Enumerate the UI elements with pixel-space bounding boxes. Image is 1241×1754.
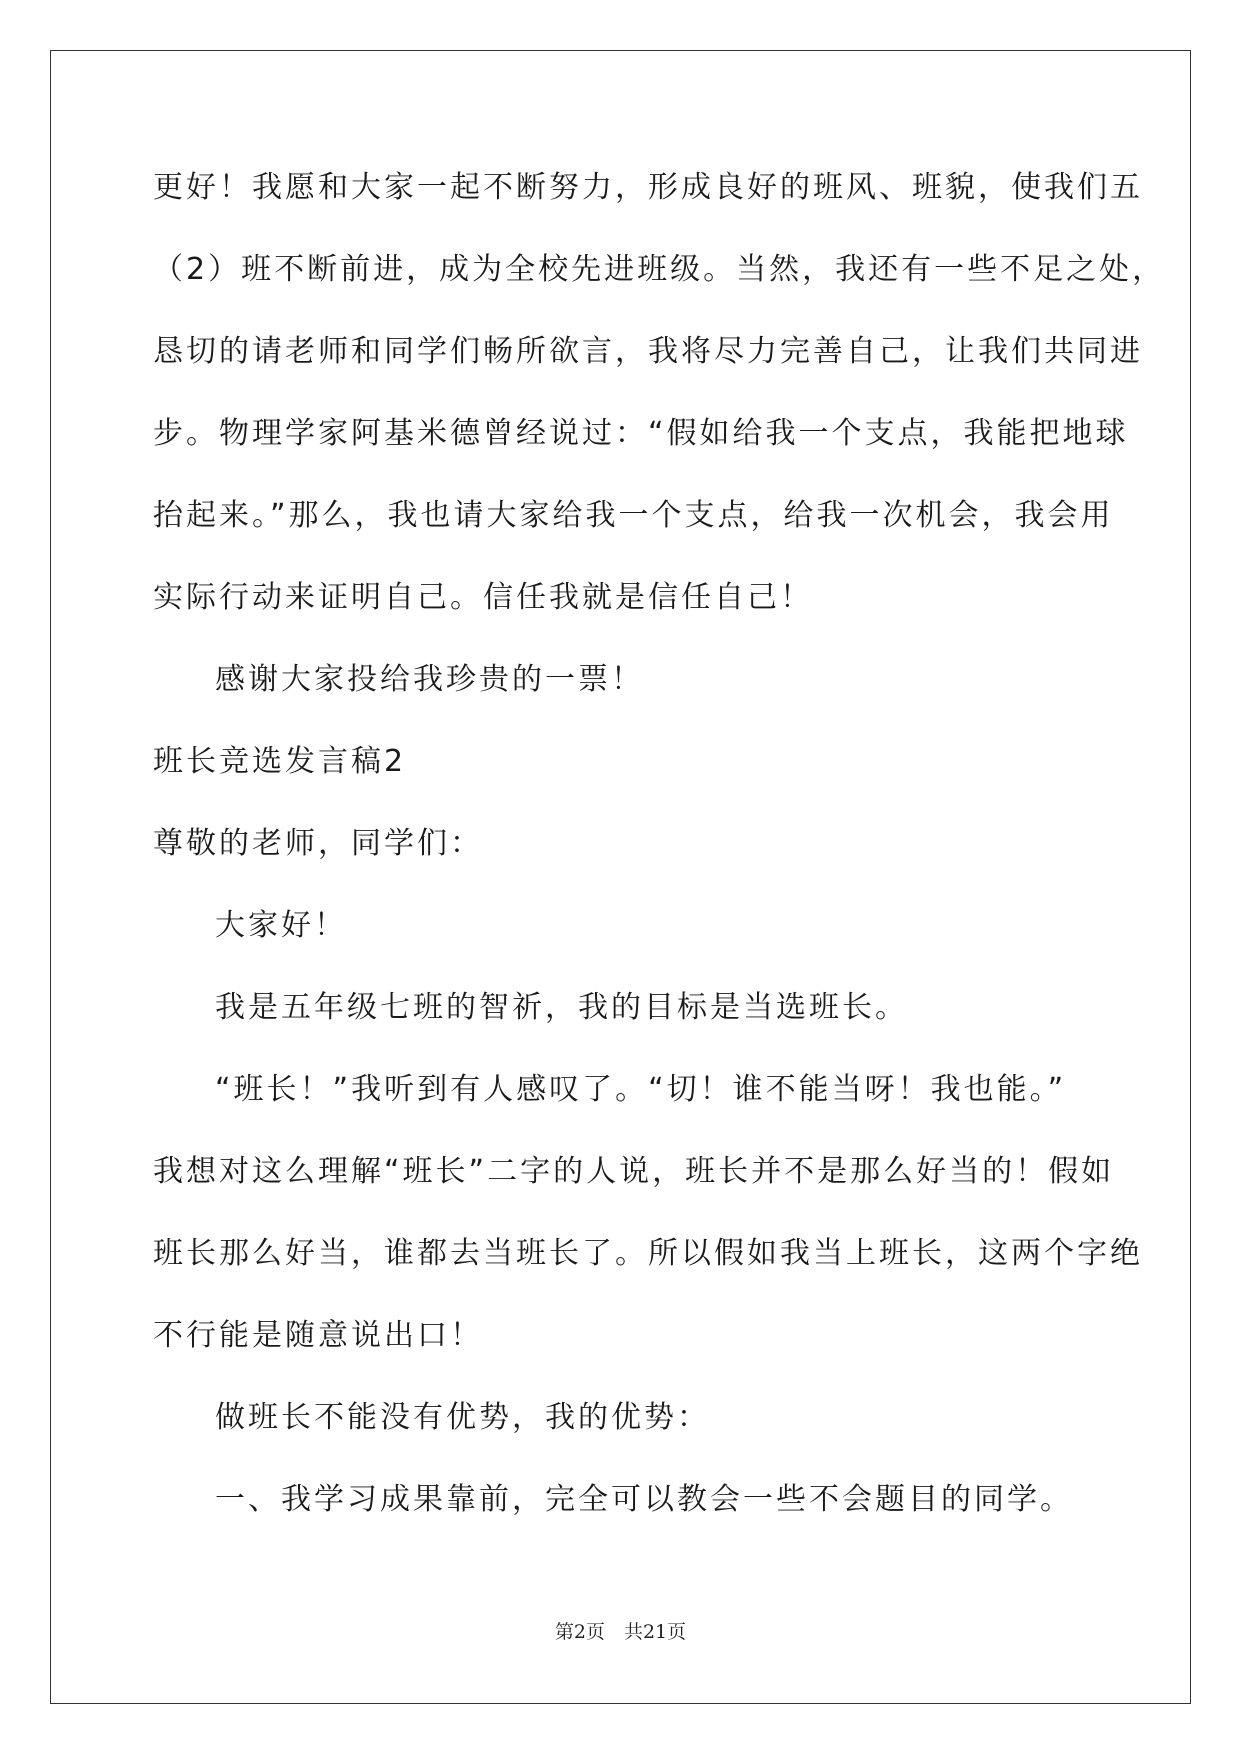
section-heading: 班长竞选发言稿2: [153, 744, 407, 779]
page-border: [50, 50, 1191, 1704]
paragraph-line: 恳切的请老师和同学们畅所欲言，我将尽力完善自己，让我们共同进: [153, 334, 1143, 369]
paragraph-line: 一、我学习成果靠前，完全可以教会一些不会题目的同学。: [215, 1482, 1073, 1517]
paragraph-line: 步。物理学家阿基米德曾经说过：“假如给我一个支点，我能把地球: [153, 416, 1129, 451]
paragraph-line: 实际行动来证明自己。信任我就是信任自己！: [153, 580, 813, 615]
paragraph-line: 我是五年级七班的智祈，我的目标是当选班长。: [215, 990, 908, 1025]
paragraph-line: 感谢大家投给我珍贵的一票！: [215, 662, 644, 697]
paragraph-line: 更好！我愿和大家一起不断努力，形成良好的班风、班貌，使我们五: [153, 170, 1143, 205]
page-number: 第2页 共21页: [554, 1621, 687, 1643]
paragraph-line: 不行能是随意说出口！: [153, 1318, 483, 1353]
paragraph-line: 班长那么好当，谁都去当班长了。所以假如我当上班长，这两个字绝: [153, 1236, 1143, 1271]
paragraph-line: （2）班不断前进，成为全校先进班级。当然，我还有一些不足之处，: [153, 252, 1166, 287]
salutation: 尊敬的老师，同学们：: [153, 826, 483, 861]
paragraph-line: 抬起来。”那么，我也请大家给我一个支点，给我一次机会，我会用: [153, 498, 1114, 533]
page-footer: [0, 1617, 1241, 1644]
greeting: 大家好！: [215, 908, 347, 943]
paragraph-line: 做班长不能没有优势，我的优势：: [215, 1400, 710, 1435]
paragraph-line: 我想对这么理解“班长”二字的人说，班长并不是那么好当的！假如: [153, 1154, 1115, 1189]
paragraph-line: “班长！”我听到有人感叹了。“切！谁不能当呀！我也能。”: [215, 1072, 1067, 1107]
